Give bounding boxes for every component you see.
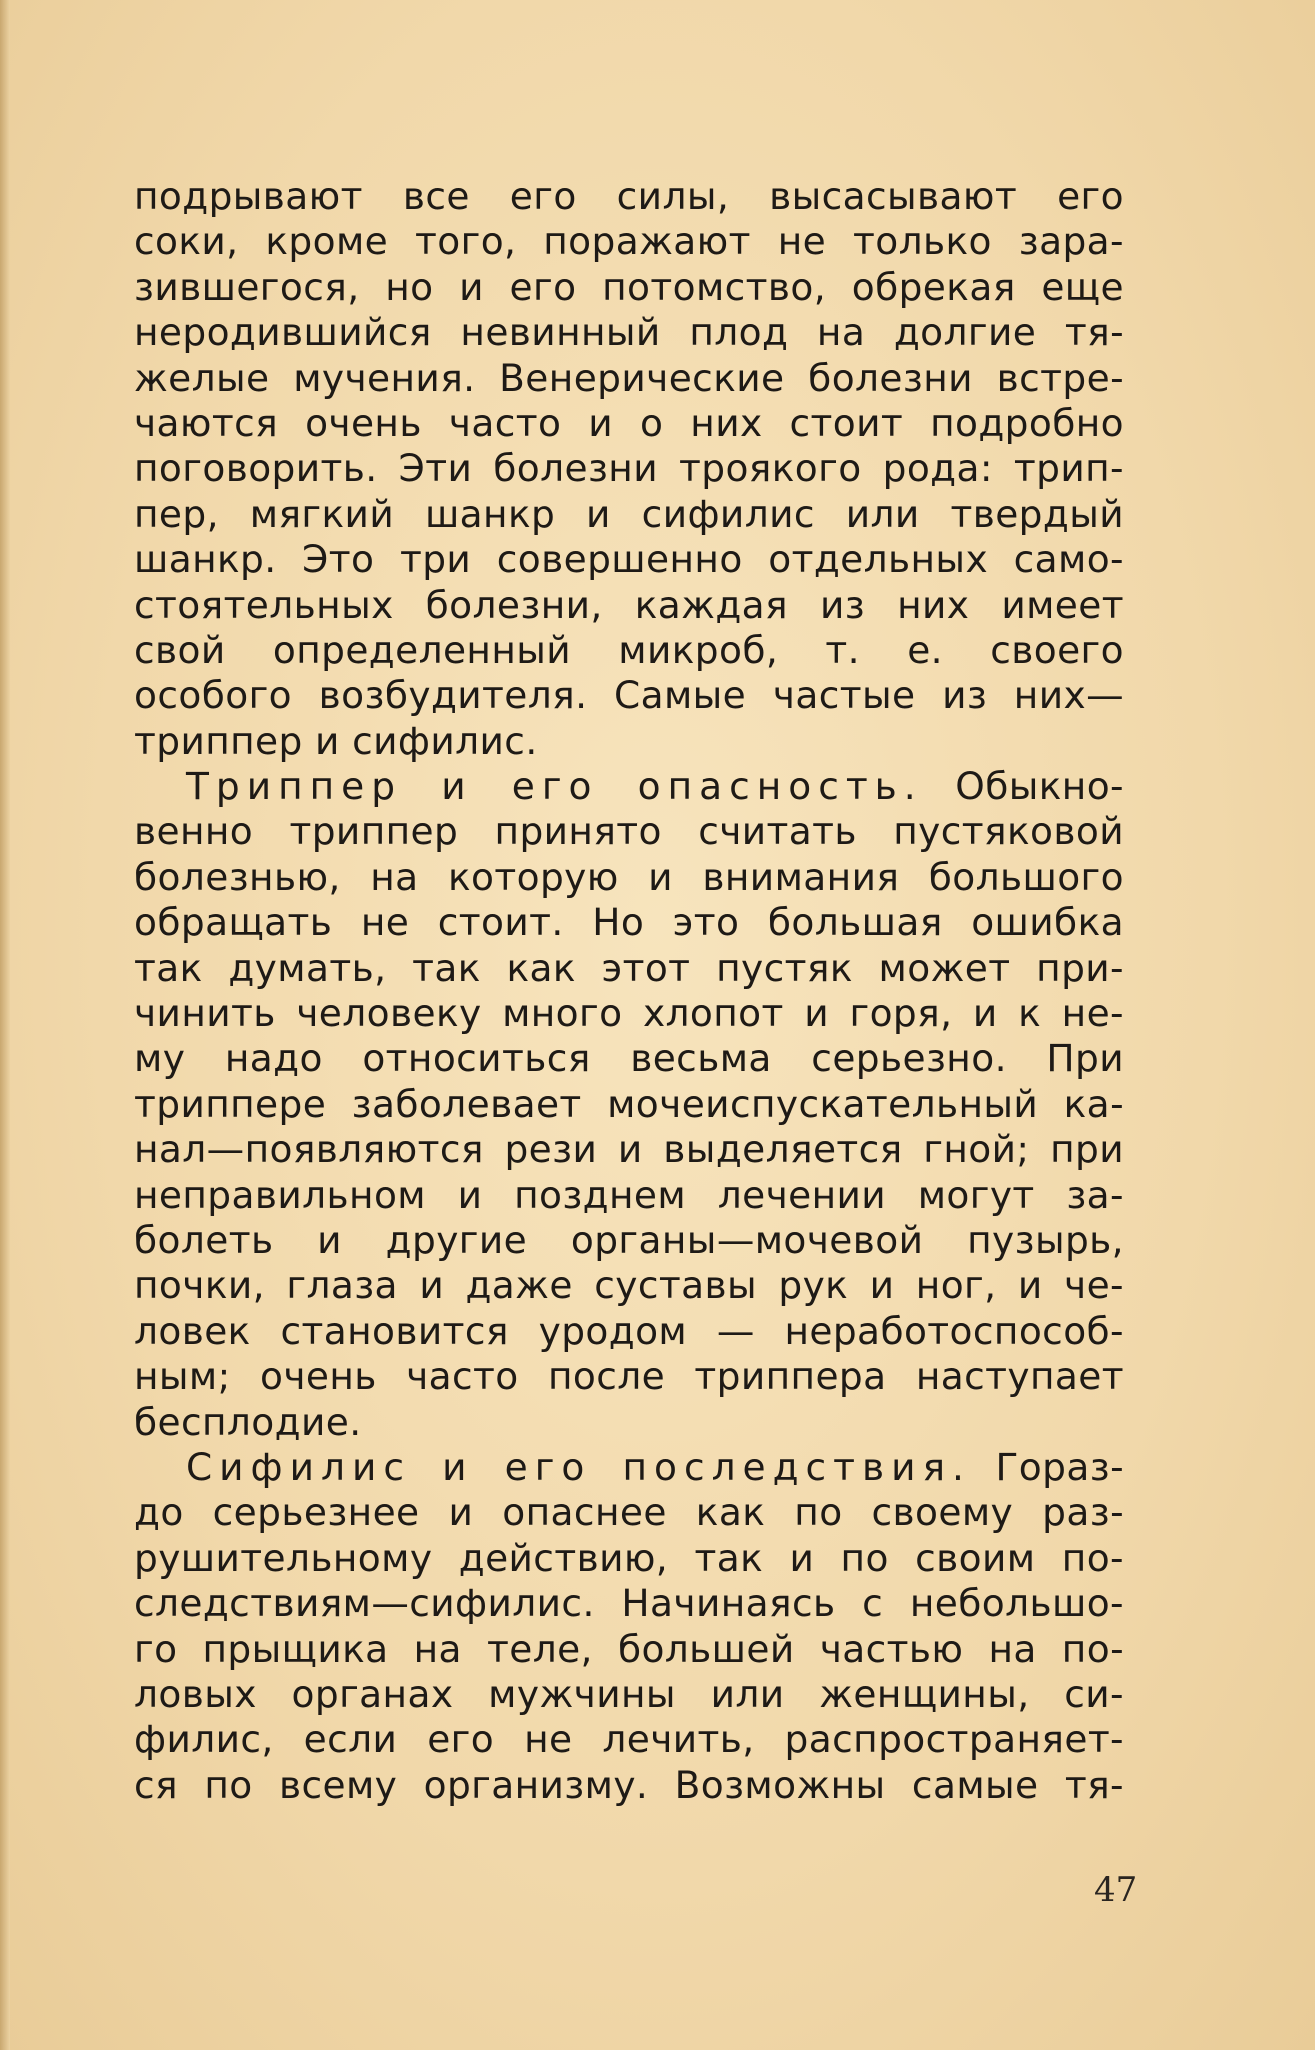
text-line: го прыщика на теле, большей частью на по- (134, 1626, 1124, 1671)
text-line: ловек становится уродом — неработоспособ- (134, 1308, 1124, 1353)
paragraph-2 (134, 764, 1124, 1445)
text-line: му надо относиться весьма серьезно. При (134, 1036, 1124, 1081)
paragraph-2-lines (134, 809, 1124, 1444)
page-number: 47 (1094, 1870, 1138, 1910)
text-line: болеть и другие органы—мочевой пузырь, (134, 1217, 1124, 1262)
text-line: почки, глаза и даже суставы рук и ног, и че- (134, 1263, 1124, 1308)
paragraph-3-first-line-rest: Гораз- (995, 1444, 1124, 1489)
text-line: так думать, так как этот пустяк может при- (134, 945, 1124, 990)
body-text (134, 174, 1124, 1808)
text-line: ным; очень часто после триппера наступает (134, 1354, 1124, 1399)
text-line: рушительному действию, так и по своим по- (134, 1535, 1124, 1580)
text-line: зившегося, но и его потомство, обрекая еще (134, 264, 1124, 309)
text-line: желые мучения. Венерические болезни встре- (134, 355, 1124, 400)
text-line: шанкр. Это три совершенно отдельных само- (134, 537, 1124, 582)
text-line: до серьезнее и опаснее как по своему раз- (134, 1490, 1124, 1535)
text-line: пер, мягкий шанкр и сифилис или твердый (134, 491, 1124, 536)
text-line: неродившийся невинный плод на долгие тя- (134, 310, 1124, 355)
text-line: подрывают все его силы, высасывают его (134, 174, 1124, 218)
text-line: неправильном и позднем лечении могут за- (134, 1172, 1124, 1217)
paragraph-1 (134, 174, 1124, 764)
text-line: нал—появляются рези и выделяется гной; при (134, 1127, 1124, 1172)
text-line: венно триппер принято считать пустяковой (134, 809, 1124, 854)
section-heading-syphilis: Сифилис и его последствия. (186, 1444, 971, 1489)
text-line: болезнью, на которую и внимания большого (134, 854, 1124, 899)
section-heading-tripper: Триппер и его опасность. (186, 764, 923, 809)
paragraph-3-first-line (134, 1445, 1124, 1490)
text-line: бесплодие. (134, 1399, 362, 1444)
text-line: свой определенный микроб, т. е. своего (134, 627, 1124, 672)
text-line: обращать не стоит. Но это большая ошибка (134, 900, 1124, 945)
text-line: особого возбудителя. Самые частые из них— (134, 673, 1124, 718)
text-line: ся по всему организму. Возможны самые тя- (134, 1762, 1124, 1807)
text-line: чинить человеку много хлопот и горя, и к не- (134, 991, 1124, 1036)
text-line: соки, кроме того, поражают не только зара- (134, 219, 1124, 264)
text-line: филис, если его не лечить, распространяет- (134, 1717, 1124, 1762)
text-line: поговорить. Эти болезни троякого рода: трип- (134, 446, 1124, 491)
text-line: триппере заболевает мочеиспускательный ка- (134, 1081, 1124, 1126)
paragraph-2-first-line (134, 764, 1124, 809)
paragraph-2-first-line-rest: Обыкно- (955, 764, 1124, 809)
page-binding-edge (0, 0, 10, 2050)
text-line: стоятельных болезни, каждая из них имеет (134, 582, 1124, 627)
text-line: чаются очень часто и о них стоит подробно (134, 400, 1124, 445)
paragraph-3-lines (134, 1490, 1124, 1808)
text-line: триппер и сифилис. (134, 718, 538, 763)
text-line: ловых органах мужчины или женщины, си- (134, 1671, 1124, 1716)
text-line: следствиям—сифилис. Начинаясь с небольшо- (134, 1581, 1124, 1626)
paragraph-3 (134, 1445, 1124, 1808)
